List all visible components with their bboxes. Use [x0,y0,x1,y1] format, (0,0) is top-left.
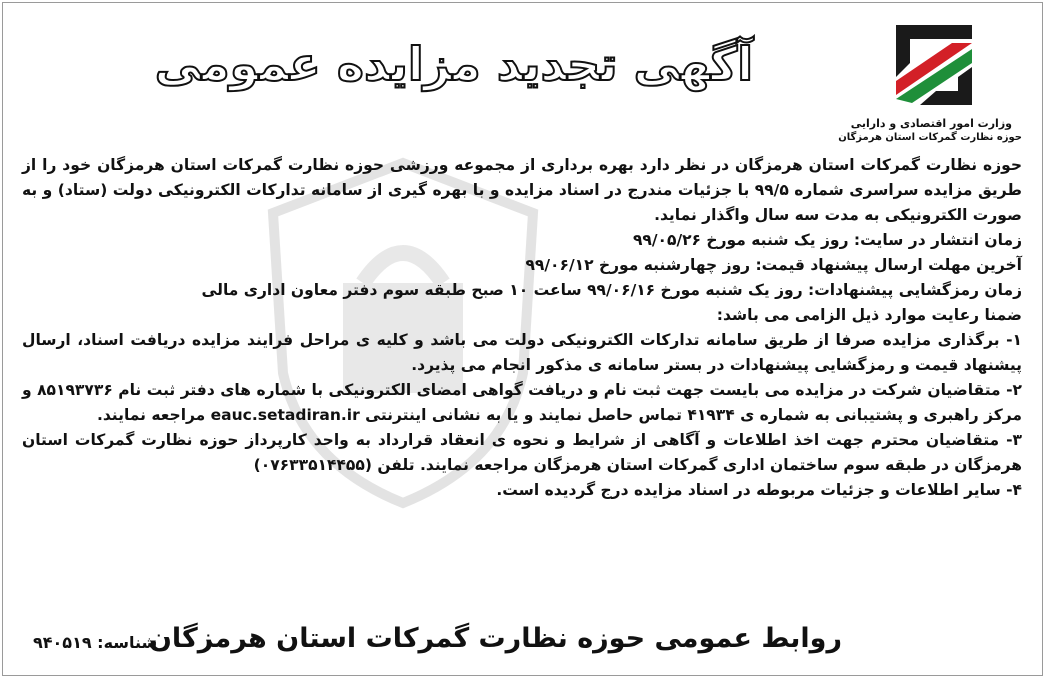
requirement-item-2 [22,378,1022,428]
advertisement-page [2,2,1043,676]
notice-body [22,153,1022,503]
footer-title: روابط عمومی حوزه نظارت گمرکات استان هرمزگان [148,623,842,654]
website-link[interactable]: eauc.setadiran.ir [210,406,360,424]
notice-id: شناسه: ۹۴۰۵۱۹ [33,633,158,652]
office-name: حوزه نظارت گمرکات استان هرمزگان [838,132,1022,143]
page-title: آگهی تجدید مزایده عمومی [154,37,753,91]
requirement-item-3: ۳- متقاضیان محترم جهت اخذ اطلاعات و آگاهی از شرایط و نحوه ی انعقاد قرارداد به واحد کارپرداز حوزه نظارت گمرکات استان هرمزگان در طبقه سوم ساختمان اداری گمرکات استان هرمزگان مراجعه نمایند. تلفن (۰۷۶۳۳۵۱۴۴۵۵) [22,431,1022,474]
requirement-item-4: ۴- سایر اطلاعات و جزئیات مربوطه در اسناد مزایده درج گردیده است. [496,481,1022,499]
opening-time: زمان رمزگشایی پیشنهادات: روز یک شنبه مورخ ۹۹/۰۶/۱۶ ساعت ۱۰ صبح طبقه سوم دفتر معاون اداری مالی [201,281,1022,299]
customs-logo [838,19,1022,147]
requirement-item-1: ۱- برگذاری مزایده صرفا از طریق سامانه تدارکات الکترونیکی دولت می باشد و کلیه ی مراحل فرایند مزایده دریافت اسناد، ارسال پیشنهاد قیمت و رمزگشایی پیشنهادات در بستر سامانه ی مذکور انجام می پذیرد. [22,331,1022,374]
customs-logo-icon [886,19,982,111]
requirement-item-2-text: ۲- متقاضیان شرکت در مزایده می بایست جهت ثبت نام و دریافت گواهی امضای الکترونیکی با شماره های دفتر ثبت نام ۸۵۱۹۳۷۳۶ و مرکز راهبری و پشتیبانی به شماره ی ۴۱۹۳۴ تماس حاصل نمایند و یا به نشانی اینترنتی [22,381,1022,424]
requirement-item-2-end: مراجعه نمایند. [96,406,206,424]
requirements-intro: ضمنا رعایت موارد ذیل الزامی می باشد: [716,306,1022,324]
footer [33,623,842,665]
deadline: آخرین مهلت ارسال پیشنهاد قیمت: روز چهارشنبه مورخ ۹۹/۰۶/۱۲ [525,256,1022,274]
publish-date: زمان انتشار در سایت: روز یک شنبه مورخ ۹۹/۰۵/۲۶ [632,231,1022,249]
intro-paragraph: حوزه نظارت گمرکات استان هرمزگان در نظر دارد بهره برداری از مجموعه ورزشی حوزه نظارت گمرکات استان هرمزگان خود را از طریق مزایده سراسری شماره ۹۹/۵ با جزئیات مندرج در اسناد مزایده و با بهره گیری از سامانه تدارکات الکترونیکی دولت (ستاد) و به صورت الکترونیکی به مدت سه سال واگذار نماید. [22,156,1022,224]
ministry-name: وزارت امور اقتصادی و دارایی [850,117,1012,130]
